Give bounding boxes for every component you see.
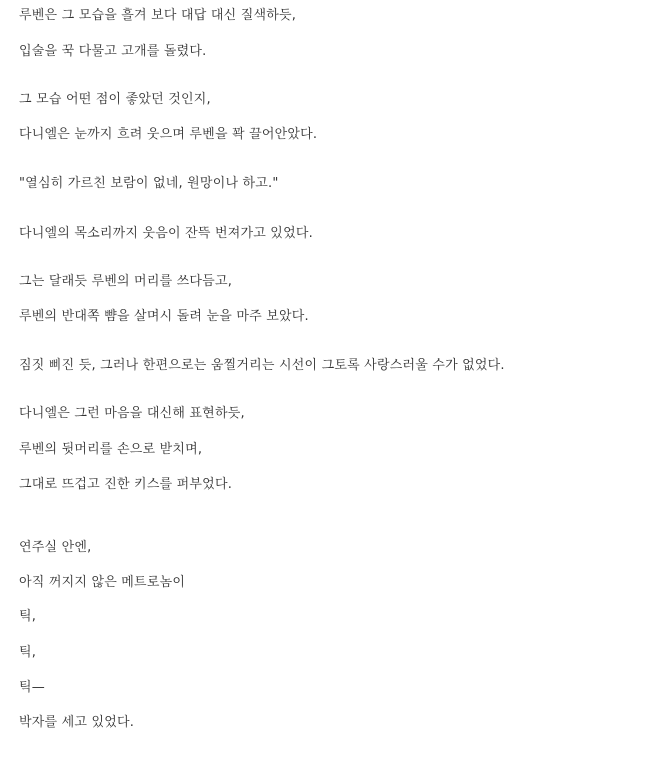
- text-line: 루벤의 뒷머리를 손으로 받치며,: [19, 442, 203, 457]
- text-line: 그대로 뜨겁고 진한 키스를 퍼부었다.: [19, 477, 233, 492]
- text-line: 그 모습 어떤 점이 좋았던 것인지,: [19, 92, 211, 107]
- text-line: 입술을 꾹 다물고 고개를 돌렸다.: [19, 44, 207, 59]
- text-line: 루벤의 반대쪽 뺨을 살며시 돌려 눈을 마주 보았다.: [19, 309, 309, 324]
- text-line: "열심히 가르친 보람이 없네, 원망이나 하고.": [19, 176, 279, 191]
- text-line: 루벤은 그 모습을 흘겨 보다 대답 대신 질색하듯,: [19, 8, 297, 23]
- text-line: 아직 꺼지지 않은 메트로놈이: [19, 575, 186, 590]
- text-line: 다니엘은 눈까지 흐려 웃으며 루벤을 꽉 끌어안았다.: [19, 127, 318, 142]
- text-line: 연주실 안엔,: [19, 540, 92, 555]
- text-line: 틱,: [19, 609, 37, 624]
- text-line: 틱,: [19, 645, 37, 660]
- text-line: 그는 달래듯 루벤의 머리를 쓰다듬고,: [19, 274, 233, 289]
- text-line: 틱—: [19, 680, 45, 695]
- text-line: 박자를 세고 있었다.: [19, 715, 135, 730]
- text-line: 다니엘은 그런 마음을 대신해 표현하듯,: [19, 406, 245, 421]
- text-line: 짐짓 삐진 듯, 그러나 한편으로는 움찔거리는 시선이 그토록 사랑스러울 수가 없었다.: [19, 358, 505, 373]
- text-line: 다니엘의 목소리까지 웃음이 잔뜩 번져가고 있었다.: [19, 226, 313, 241]
